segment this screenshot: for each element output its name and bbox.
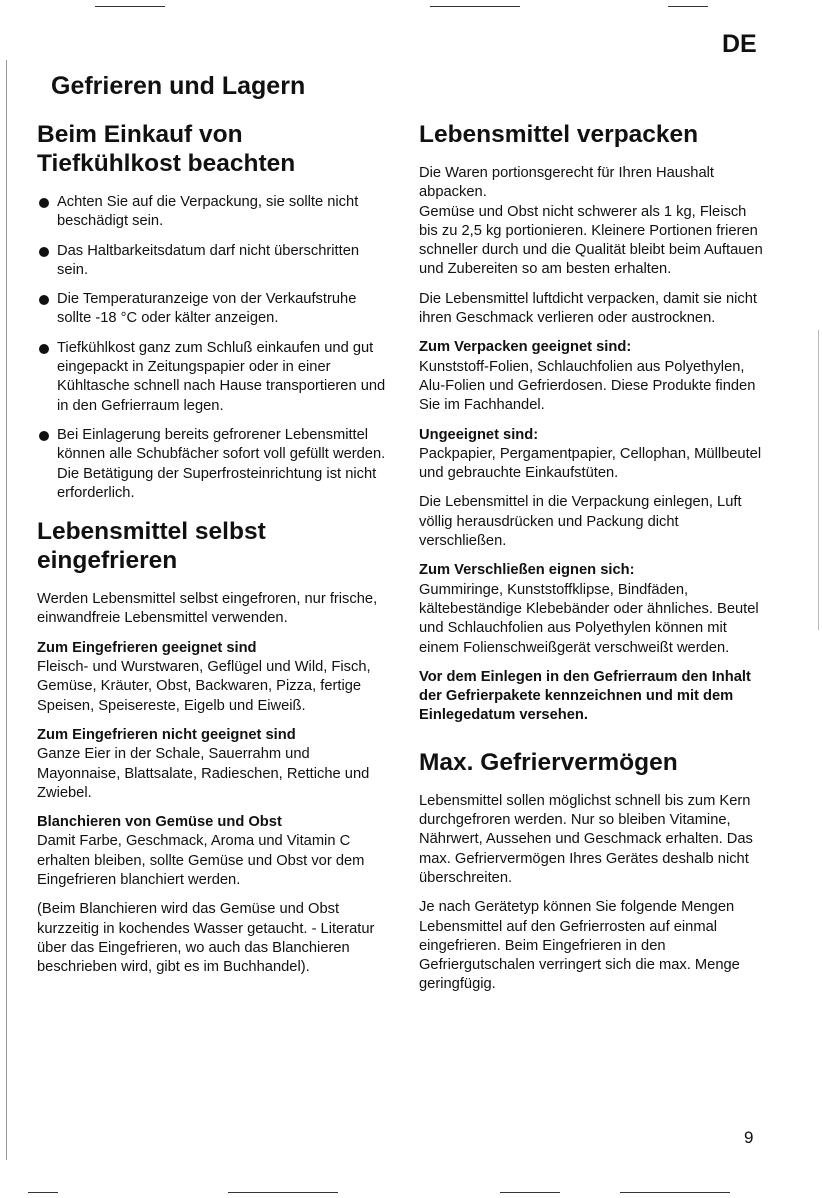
bullet-icon [39,344,49,354]
list-item: Die Temperaturanzeige von der Verkaufstruhe sollte -18 °C oder kälter anzeigen. [37,290,389,329]
paragraph: Gummiringe, Kunststoffklipse, Bindfäden, kältebeständige Klebebänder oder ähnliches. Beutel und Schlauchfolien aus Polyethylen können mit einem Folienschweißgerät verschweißt werden. [419,581,759,656]
labeling-note: Vor dem Einlegen in den Gefrierraum den Inhalt der Gefrierpakete kennzeichnen und mit dem Einlegedatum versehen. [419,668,751,724]
right-column [419,120,764,1005]
language-label: DE [722,30,757,58]
scan-edge-line [620,1192,730,1193]
scan-edge-line [818,330,819,630]
paragraph: Die Lebensmittel luftdicht verpacken, damit sie nicht ihren Geschmack verlieren oder austrocknen. [419,290,757,327]
subheading-blanchieren: Blanchieren von Gemüse und Obst [37,814,282,831]
section-heading-einkauf: Beim Einkauf von Tiefkühlkost beachten [37,121,296,177]
subheading-verschliessen: Zum Verschließen eignen sich: [419,562,635,579]
scan-edge-line [95,6,165,7]
scan-edge-line [28,1192,58,1193]
scan-edge-line [668,6,708,7]
subheading-geeignet: Zum Eingefrieren geeignet sind [37,639,257,656]
left-column [37,120,389,988]
section-heading-selbst-eingefrieren: Lebensmittel selbst eingefrieren [37,518,266,575]
bullet-icon [39,295,49,305]
list-item: Tiefkühlkost ganz zum Schluß einkaufen und gut eingepackt in Zeitungspapier oder in einer Kühltasche schnell nach Hause transportieren und in den Gefrierraum legen. [37,339,389,416]
section-heading-gefriervermoegen: Max. Gefriervermögen [419,748,678,776]
subheading-verpacken-geeignet: Zum Verpacken geeignet sind: [419,339,632,356]
blanchieren-note: (Beim Blanchieren wird das Gemüse und Obst kurzzeitig in kochendes Wasser getaucht. - Literatur über das Eingefrieren, wo auch das Blanchieren beschrieben wird, gibt es im Buchhandel). [37,901,375,976]
scan-edge-line [6,60,7,1160]
scan-edge-line [228,1192,338,1193]
paragraph: Packpapier, Pergamentpapier, Cellophan, Müllbeutel und gebrauchte Einkaufstüten. [419,445,762,482]
scan-edge-line [430,6,520,7]
bullet-icon [39,198,49,208]
subheading-ungeeignet: Ungeeignet sind: [419,426,539,443]
scan-edge-line [500,1192,560,1193]
blanchieren-paragraph: Damit Farbe, Geschmack, Aroma und Vitamin C erhalten bleiben, sollte Gemüse und Obst vor dem Eingefrieren blanchiert werden. [37,833,365,889]
list-item: Achten Sie auf die Verpackung, sie sollte nicht beschädigt sein. [37,193,389,232]
paragraph: Je nach Gerätetyp können Sie folgende Mengen Lebensmittel auf den Gefrierrosten auf einmal eingefrieren. Beim Eingefrieren in den Gefriergutschalen verringert sich die max. Menge geringfügig. [419,899,740,993]
subheading-nicht-geeignet: Zum Eingefrieren nicht geeignet sind [37,726,296,743]
nicht-geeignet-paragraph: Ganze Eier in der Schale, Sauerrahm und Mayonnaise, Blattsalate, Radieschen, Rettiche und Zwiebel. [37,746,370,801]
intro-paragraph: Werden Lebensmittel selbst eingefroren, nur frische, einwandfreie Lebensmittel verwenden. [37,591,378,627]
paragraph: Lebensmittel sollen möglichst schnell bis zum Kern durchgefroren werden. Nur so bleiben Vitamine, Nährwert, Aussehen und Geschmack erhalten. Das max. Gefriervermögen Ihres Gerätes deshalb nicht überschreiten. [419,792,753,886]
bullet-icon [39,247,49,257]
section-heading-verpacken: Lebensmittel verpacken [419,121,699,148]
bullet-icon [39,431,49,441]
geeignet-paragraph: Fleisch- und Wurstwaren, Geflügel und Wild, Fisch, Gemüse, Kräuter, Obst, Backwaren, Pizza, fertige Speisen, Speisereste, Eigelb und Eiweiß. [37,659,371,714]
paragraph: Die Lebensmittel in die Verpackung einlegen, Luft völlig herausdrücken und Packung dicht verschließen. [419,494,742,550]
page-title: Gefrieren und Lagern [51,72,306,100]
page-number: 9 [744,1128,754,1147]
paragraph: Gemüse und Obst nicht schwerer als 1 kg, Fleisch bis zu 2,5 kg portionieren. Kleinere Portionen frieren schneller durch und die Qualität bleibt beim Auftauen und Zubereiten so am besten erhalten. [419,203,763,278]
list-item: Das Haltbarkeitsdatum darf nicht überschritten sein. [37,242,389,281]
paragraph: Die Waren portionsgerecht für Ihren Haushalt abpacken. [419,165,714,201]
einkauf-bullet-list [37,193,389,503]
paragraph: Kunststoff-Folien, Schlauchfolien aus Polyethylen, Alu-Folien und Gefrierdosen. Diese Produkte finden Sie im Fachhandel. [419,358,756,414]
list-item: Bei Einlagerung bereits gefrorener Lebensmittel können alle Schubfächer sofort voll gefüllt werden. Die Betätigung der Superfrosteinrichtung ist nicht erforderlich. [37,426,389,503]
